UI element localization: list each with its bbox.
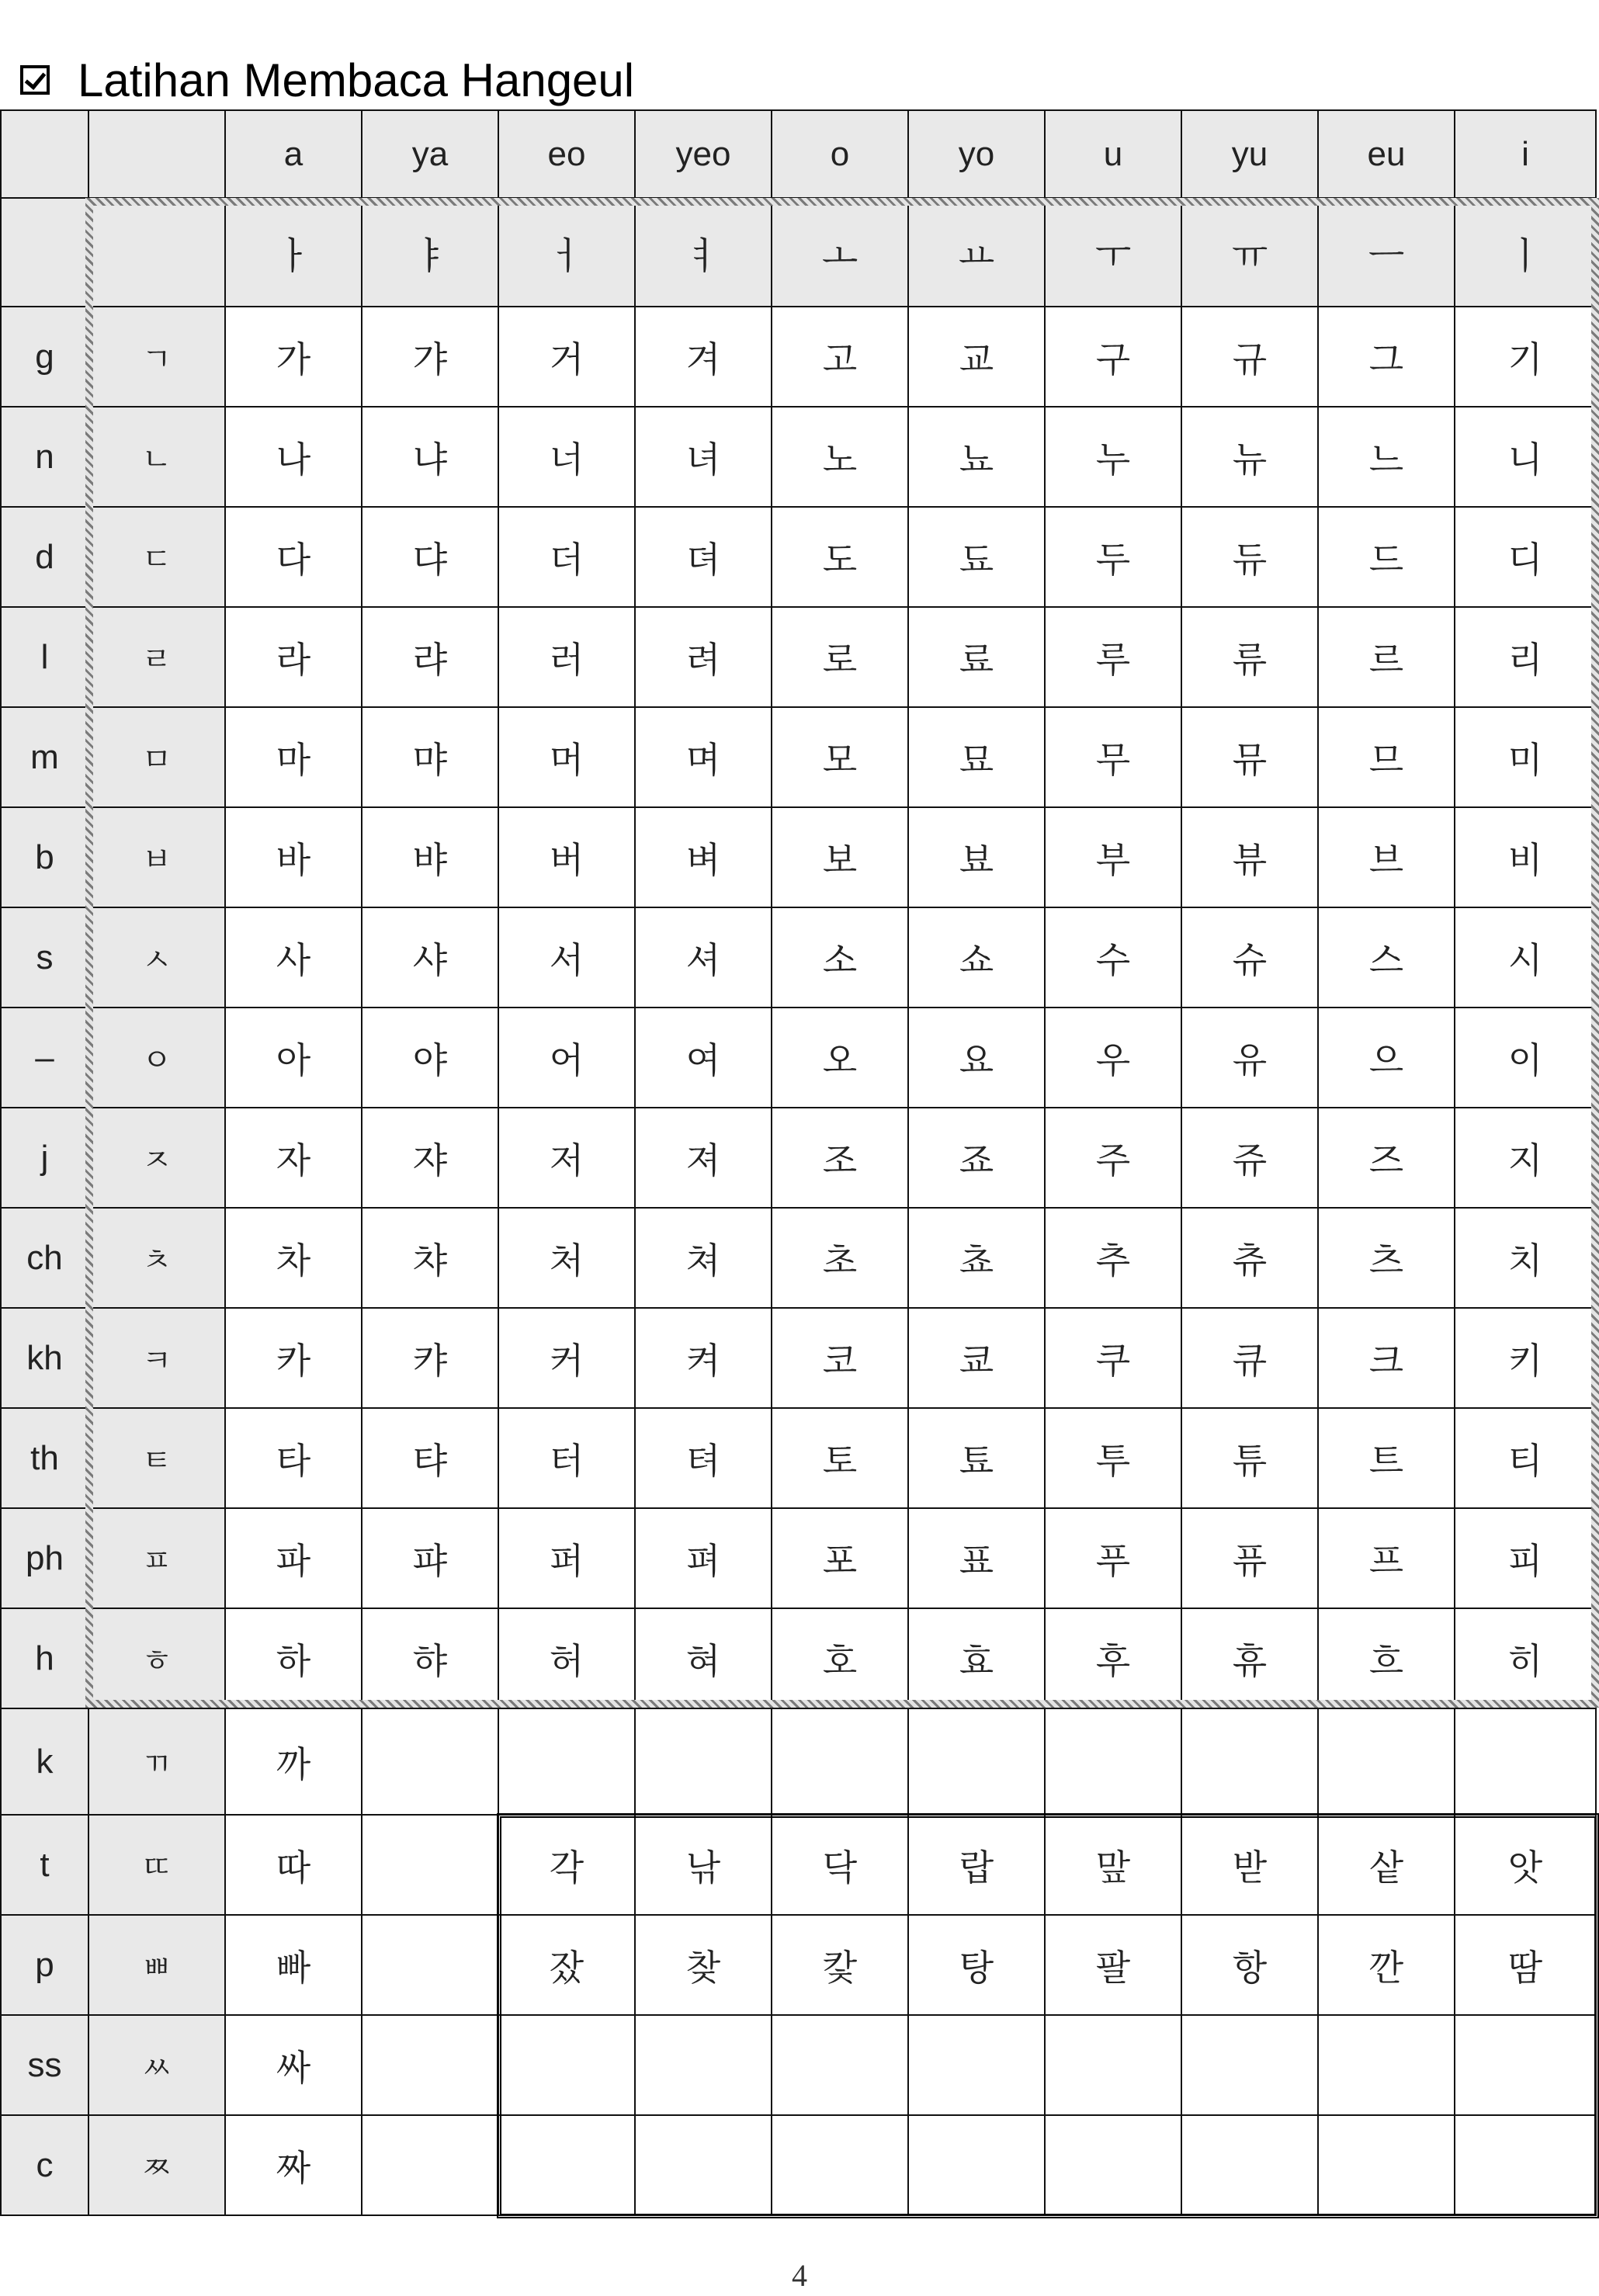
vowel-jamo-header: ㅑ bbox=[361, 197, 499, 307]
final-consonant-syllable-cell: 낚 bbox=[634, 1814, 772, 1916]
syllable-cell: 뉴 bbox=[1181, 406, 1319, 508]
syllable-cell: 카 bbox=[224, 1307, 362, 1409]
tense-syllable-cell: 빠 bbox=[224, 1914, 362, 2016]
vowel-jamo-header: ㅡ bbox=[1317, 197, 1455, 307]
page-title-text: Latihan Membaca Hangeul bbox=[78, 54, 635, 106]
syllable-cell: 조 bbox=[771, 1107, 909, 1209]
vowel-romanization-header: a bbox=[224, 109, 362, 199]
syllable-cell: 뎌 bbox=[634, 506, 772, 608]
syllable-cell: 여 bbox=[634, 1007, 772, 1108]
final-consonant-syllable-cell: 찾 bbox=[634, 1914, 772, 2016]
syllable-cell: 쵸 bbox=[907, 1207, 1046, 1309]
consonant-jamo: ㅈ bbox=[88, 1107, 226, 1209]
vowel-romanization-header: o bbox=[771, 109, 909, 199]
syllable-cell: 큐 bbox=[1181, 1307, 1319, 1409]
syllable-cell: 소 bbox=[771, 907, 909, 1008]
syllable-cell: 쿄 bbox=[907, 1307, 1046, 1409]
syllable-cell: 마 bbox=[224, 706, 362, 808]
syllable-cell: 녀 bbox=[634, 406, 772, 508]
final-consonant-syllable-cell: 앗 bbox=[1454, 1814, 1597, 1916]
consonant-jamo: ㅂ bbox=[88, 806, 226, 908]
syllable-cell: 노 bbox=[771, 406, 909, 508]
vowel-jamo-header: ㅓ bbox=[498, 197, 636, 307]
consonant-jamo: ㅎ bbox=[88, 1608, 226, 1709]
syllable-cell: 바 bbox=[224, 806, 362, 908]
final-consonant-syllable-cell: 땀 bbox=[1454, 1914, 1597, 2016]
syllable-cell: 료 bbox=[907, 606, 1046, 708]
final-consonant-syllable-cell: 탕 bbox=[907, 1914, 1046, 2016]
syllable-cell: 디 bbox=[1454, 506, 1597, 608]
tense-consonant-romanization: c bbox=[0, 2114, 89, 2216]
syllable-cell: 머 bbox=[498, 706, 636, 808]
syllable-cell: 더 bbox=[498, 506, 636, 608]
syllable-cell: 그 bbox=[1317, 306, 1455, 408]
empty-practice-cell bbox=[361, 2114, 499, 2216]
syllable-cell: 스 bbox=[1317, 907, 1455, 1008]
syllable-cell: 치 bbox=[1454, 1207, 1597, 1309]
tense-consonant-jamo: ㅉ bbox=[88, 2114, 226, 2216]
consonant-romanization: s bbox=[0, 907, 89, 1008]
syllable-cell: 탸 bbox=[361, 1407, 499, 1509]
syllable-cell: 미 bbox=[1454, 706, 1597, 808]
tense-syllable-cell: 싸 bbox=[224, 2014, 362, 2116]
syllable-cell: 갸 bbox=[361, 306, 499, 408]
vowel-jamo-header: ㅣ bbox=[1454, 197, 1597, 307]
syllable-cell: 이 bbox=[1454, 1007, 1597, 1108]
consonant-romanization: j bbox=[0, 1107, 89, 1209]
vowel-romanization-header: yeo bbox=[634, 109, 772, 199]
empty-practice-cell bbox=[1044, 2014, 1182, 2116]
syllable-cell: 초 bbox=[771, 1207, 909, 1309]
page-number: 4 bbox=[792, 2258, 807, 2293]
final-consonant-syllable-cell: 항 bbox=[1181, 1914, 1319, 2016]
syllable-cell: 투 bbox=[1044, 1407, 1182, 1509]
header-corner-cell bbox=[0, 197, 89, 307]
syllable-cell: 루 bbox=[1044, 606, 1182, 708]
tense-consonant-romanization: p bbox=[0, 1914, 89, 2016]
syllable-cell: 아 bbox=[224, 1007, 362, 1108]
syllable-cell: 쟈 bbox=[361, 1107, 499, 1209]
syllable-cell: 두 bbox=[1044, 506, 1182, 608]
syllable-cell: 랴 bbox=[361, 606, 499, 708]
empty-practice-cell bbox=[771, 1708, 909, 1816]
syllable-cell: 류 bbox=[1181, 606, 1319, 708]
syllable-cell: 고 bbox=[771, 306, 909, 408]
syllable-cell: 퍄 bbox=[361, 1507, 499, 1609]
consonant-jamo: ㄱ bbox=[88, 306, 226, 408]
empty-practice-cell bbox=[498, 2014, 636, 2116]
syllable-cell: 르 bbox=[1317, 606, 1455, 708]
syllable-cell: 푸 bbox=[1044, 1507, 1182, 1609]
syllable-cell: 표 bbox=[907, 1507, 1046, 1609]
tense-syllable-cell: 따 bbox=[224, 1814, 362, 1916]
vowel-romanization-header: yo bbox=[907, 109, 1046, 199]
empty-practice-cell bbox=[1454, 2014, 1597, 2116]
vowel-jamo-header: ㅕ bbox=[634, 197, 772, 307]
consonant-jamo: ㅊ bbox=[88, 1207, 226, 1309]
syllable-cell: 누 bbox=[1044, 406, 1182, 508]
header-corner-cell bbox=[0, 109, 89, 199]
syllable-cell: 허 bbox=[498, 1608, 636, 1709]
empty-practice-cell bbox=[771, 2114, 909, 2216]
syllable-cell: 러 bbox=[498, 606, 636, 708]
tense-syllable-cell: 까 bbox=[224, 1708, 362, 1816]
vowel-romanization-header: i bbox=[1454, 109, 1597, 199]
syllable-cell: 구 bbox=[1044, 306, 1182, 408]
syllable-cell: 지 bbox=[1454, 1107, 1597, 1209]
syllable-cell: 사 bbox=[224, 907, 362, 1008]
syllable-cell: 흐 bbox=[1317, 1608, 1455, 1709]
empty-practice-cell bbox=[1317, 2114, 1455, 2216]
empty-practice-cell bbox=[361, 1814, 499, 1916]
syllable-cell: 죠 bbox=[907, 1107, 1046, 1209]
syllable-cell: 퍼 bbox=[498, 1507, 636, 1609]
tense-consonant-jamo: ㅆ bbox=[88, 2014, 226, 2116]
consonant-jamo: ㄹ bbox=[88, 606, 226, 708]
syllable-cell: 니 bbox=[1454, 406, 1597, 508]
final-consonant-syllable-cell: 닥 bbox=[771, 1814, 909, 1916]
syllable-cell: 타 bbox=[224, 1407, 362, 1509]
empty-practice-cell bbox=[634, 2014, 772, 2116]
final-consonant-syllable-cell: 샅 bbox=[1317, 1814, 1455, 1916]
syllable-cell: 샤 bbox=[361, 907, 499, 1008]
syllable-cell: 츄 bbox=[1181, 1207, 1319, 1309]
syllable-cell: 다 bbox=[224, 506, 362, 608]
empty-practice-cell bbox=[361, 2014, 499, 2116]
consonant-jamo: ㅅ bbox=[88, 907, 226, 1008]
final-consonant-syllable-cell: 깐 bbox=[1317, 1914, 1455, 2016]
syllable-cell: 규 bbox=[1181, 306, 1319, 408]
syllable-cell: 캬 bbox=[361, 1307, 499, 1409]
consonant-romanization: m bbox=[0, 706, 89, 808]
empty-practice-cell bbox=[361, 1914, 499, 2016]
empty-practice-cell bbox=[1181, 2014, 1319, 2116]
syllable-cell: 로 bbox=[771, 606, 909, 708]
syllable-cell: 튜 bbox=[1181, 1407, 1319, 1509]
syllable-cell: 져 bbox=[634, 1107, 772, 1209]
syllable-cell: 뇨 bbox=[907, 406, 1046, 508]
syllable-cell: 드 bbox=[1317, 506, 1455, 608]
syllable-cell: 뷰 bbox=[1181, 806, 1319, 908]
vowel-romanization-header: ya bbox=[361, 109, 499, 199]
syllable-cell: 쳐 bbox=[634, 1207, 772, 1309]
syllable-cell: 효 bbox=[907, 1608, 1046, 1709]
consonant-romanization: ph bbox=[0, 1507, 89, 1609]
consonant-romanization: n bbox=[0, 406, 89, 508]
syllable-cell: 츠 bbox=[1317, 1207, 1455, 1309]
final-consonant-syllable-cell: 맢 bbox=[1044, 1814, 1182, 1916]
syllable-cell: 토 bbox=[771, 1407, 909, 1509]
final-consonant-syllable-cell: 받 bbox=[1181, 1814, 1319, 1916]
empty-practice-cell bbox=[1317, 2014, 1455, 2116]
consonant-romanization: kh bbox=[0, 1307, 89, 1409]
syllable-cell: 쇼 bbox=[907, 907, 1046, 1008]
consonant-romanization: l bbox=[0, 606, 89, 708]
syllable-cell: 호 bbox=[771, 1608, 909, 1709]
syllable-cell: 기 bbox=[1454, 306, 1597, 408]
vowel-romanization-header: u bbox=[1044, 109, 1182, 199]
syllable-cell: 무 bbox=[1044, 706, 1182, 808]
consonant-jamo: ㅁ bbox=[88, 706, 226, 808]
final-consonant-syllable-cell: 랍 bbox=[907, 1814, 1046, 1916]
syllable-cell: 프 bbox=[1317, 1507, 1455, 1609]
syllable-cell: 나 bbox=[224, 406, 362, 508]
syllable-cell: 수 bbox=[1044, 907, 1182, 1008]
consonant-romanization: ch bbox=[0, 1207, 89, 1309]
consonant-romanization: d bbox=[0, 506, 89, 608]
empty-practice-cell bbox=[498, 2114, 636, 2216]
syllable-cell: 므 bbox=[1317, 706, 1455, 808]
syllable-cell: 즈 bbox=[1317, 1107, 1455, 1209]
syllable-cell: 키 bbox=[1454, 1307, 1597, 1409]
syllable-cell: 교 bbox=[907, 306, 1046, 408]
syllable-cell: 쥬 bbox=[1181, 1107, 1319, 1209]
consonant-romanization: h bbox=[0, 1608, 89, 1709]
final-consonant-syllable-cell: 캋 bbox=[771, 1914, 909, 2016]
syllable-cell: 도 bbox=[771, 506, 909, 608]
syllable-cell: 커 bbox=[498, 1307, 636, 1409]
syllable-cell: 시 bbox=[1454, 907, 1597, 1008]
tense-syllable-cell: 짜 bbox=[224, 2114, 362, 2216]
empty-practice-cell bbox=[1317, 1708, 1455, 1816]
consonant-jamo: ㅇ bbox=[88, 1007, 226, 1108]
empty-practice-cell bbox=[498, 1708, 636, 1816]
syllable-cell: 댜 bbox=[361, 506, 499, 608]
syllable-cell: 어 bbox=[498, 1007, 636, 1108]
consonant-romanization: b bbox=[0, 806, 89, 908]
empty-practice-cell bbox=[907, 2014, 1046, 2116]
syllable-cell: 냐 bbox=[361, 406, 499, 508]
tense-consonant-jamo: ㄸ bbox=[88, 1814, 226, 1916]
syllable-cell: 챠 bbox=[361, 1207, 499, 1309]
tense-consonant-romanization: k bbox=[0, 1708, 89, 1816]
syllable-cell: 느 bbox=[1317, 406, 1455, 508]
empty-practice-cell bbox=[771, 2014, 909, 2116]
syllable-cell: 너 bbox=[498, 406, 636, 508]
vowel-romanization-header: yu bbox=[1181, 109, 1319, 199]
syllable-cell: 먀 bbox=[361, 706, 499, 808]
syllable-cell: 모 bbox=[771, 706, 909, 808]
consonant-jamo: ㅌ bbox=[88, 1407, 226, 1509]
syllable-cell: 주 bbox=[1044, 1107, 1182, 1209]
syllable-cell: 파 bbox=[224, 1507, 362, 1609]
syllable-cell: 자 bbox=[224, 1107, 362, 1209]
vowel-jamo-header: ㅠ bbox=[1181, 197, 1319, 307]
vowel-jamo-header: ㅛ bbox=[907, 197, 1046, 307]
syllable-cell: 티 bbox=[1454, 1407, 1597, 1509]
empty-practice-cell bbox=[1454, 1708, 1597, 1816]
syllable-cell: 슈 bbox=[1181, 907, 1319, 1008]
syllable-cell: 처 bbox=[498, 1207, 636, 1309]
consonant-jamo: ㄴ bbox=[88, 406, 226, 508]
empty-practice-cell bbox=[1454, 2114, 1597, 2216]
empty-practice-cell bbox=[634, 1708, 772, 1816]
vowel-romanization-header: eo bbox=[498, 109, 636, 199]
header-corner-cell bbox=[88, 109, 226, 199]
syllable-cell: 으 bbox=[1317, 1007, 1455, 1108]
syllable-cell: 버 bbox=[498, 806, 636, 908]
syllable-cell: 유 bbox=[1181, 1007, 1319, 1108]
empty-practice-cell bbox=[907, 2114, 1046, 2216]
header-corner-cell bbox=[88, 197, 226, 307]
syllable-cell: 묘 bbox=[907, 706, 1046, 808]
syllable-cell: 차 bbox=[224, 1207, 362, 1309]
syllable-cell: 보 bbox=[771, 806, 909, 908]
vowel-jamo-header: ㅜ bbox=[1044, 197, 1182, 307]
syllable-cell: 우 bbox=[1044, 1007, 1182, 1108]
empty-practice-cell bbox=[1181, 2114, 1319, 2216]
syllable-cell: 벼 bbox=[634, 806, 772, 908]
final-consonant-syllable-cell: 각 bbox=[498, 1814, 636, 1916]
consonant-jamo: ㅋ bbox=[88, 1307, 226, 1409]
syllable-cell: 터 bbox=[498, 1407, 636, 1509]
syllable-cell: 겨 bbox=[634, 306, 772, 408]
syllable-cell: 브 bbox=[1317, 806, 1455, 908]
syllable-cell: 부 bbox=[1044, 806, 1182, 908]
tense-consonant-jamo: ㅃ bbox=[88, 1914, 226, 2016]
syllable-cell: 트 bbox=[1317, 1407, 1455, 1509]
syllable-cell: 펴 bbox=[634, 1507, 772, 1609]
syllable-cell: 툐 bbox=[907, 1407, 1046, 1509]
syllable-cell: 가 bbox=[224, 306, 362, 408]
empty-practice-cell bbox=[907, 1708, 1046, 1816]
syllable-cell: 휴 bbox=[1181, 1608, 1319, 1709]
tense-consonant-jamo: ㄲ bbox=[88, 1708, 226, 1816]
syllable-cell: 셔 bbox=[634, 907, 772, 1008]
empty-practice-cell bbox=[1044, 1708, 1182, 1816]
syllable-cell: 뮤 bbox=[1181, 706, 1319, 808]
syllable-cell: 뱌 bbox=[361, 806, 499, 908]
syllable-cell: 야 bbox=[361, 1007, 499, 1108]
syllable-cell: 서 bbox=[498, 907, 636, 1008]
empty-practice-cell bbox=[1044, 2114, 1182, 2216]
syllable-cell: 뵤 bbox=[907, 806, 1046, 908]
syllable-cell: 히 bbox=[1454, 1608, 1597, 1709]
consonant-romanization: th bbox=[0, 1407, 89, 1509]
syllable-cell: 라 bbox=[224, 606, 362, 708]
consonant-jamo: ㄷ bbox=[88, 506, 226, 608]
tense-consonant-romanization: t bbox=[0, 1814, 89, 1916]
syllable-cell: 듀 bbox=[1181, 506, 1319, 608]
syllable-cell: 하 bbox=[224, 1608, 362, 1709]
syllable-cell: 며 bbox=[634, 706, 772, 808]
syllable-cell: 비 bbox=[1454, 806, 1597, 908]
syllable-cell: 포 bbox=[771, 1507, 909, 1609]
consonant-jamo: ㅍ bbox=[88, 1507, 226, 1609]
syllable-cell: 피 bbox=[1454, 1507, 1597, 1609]
syllable-cell: 리 bbox=[1454, 606, 1597, 708]
syllable-cell: 혀 bbox=[634, 1608, 772, 1709]
consonant-romanization: – bbox=[0, 1007, 89, 1108]
syllable-cell: 거 bbox=[498, 306, 636, 408]
syllable-cell: 됴 bbox=[907, 506, 1046, 608]
vowel-romanization-header: eu bbox=[1317, 109, 1455, 199]
syllable-cell: 려 bbox=[634, 606, 772, 708]
vowel-jamo-header: ㅗ bbox=[771, 197, 909, 307]
syllable-cell: 후 bbox=[1044, 1608, 1182, 1709]
consonant-romanization: g bbox=[0, 306, 89, 408]
empty-practice-cell bbox=[361, 1708, 499, 1816]
final-consonant-syllable-cell: 팔 bbox=[1044, 1914, 1182, 2016]
syllable-cell: 크 bbox=[1317, 1307, 1455, 1409]
tense-consonant-romanization: ss bbox=[0, 2014, 89, 2116]
syllable-cell: 코 bbox=[771, 1307, 909, 1409]
empty-practice-cell bbox=[1181, 1708, 1319, 1816]
syllable-cell: 텨 bbox=[634, 1407, 772, 1509]
syllable-cell: 켜 bbox=[634, 1307, 772, 1409]
syllable-cell: 추 bbox=[1044, 1207, 1182, 1309]
syllable-cell: 퓨 bbox=[1181, 1507, 1319, 1609]
syllable-cell: 저 bbox=[498, 1107, 636, 1209]
syllable-cell: 오 bbox=[771, 1007, 909, 1108]
syllable-cell: 쿠 bbox=[1044, 1307, 1182, 1409]
syllable-cell: 햐 bbox=[361, 1608, 499, 1709]
empty-practice-cell bbox=[634, 2114, 772, 2216]
syllable-cell: 요 bbox=[907, 1007, 1046, 1108]
vowel-jamo-header: ㅏ bbox=[224, 197, 362, 307]
final-consonant-syllable-cell: 잤 bbox=[498, 1914, 636, 2016]
